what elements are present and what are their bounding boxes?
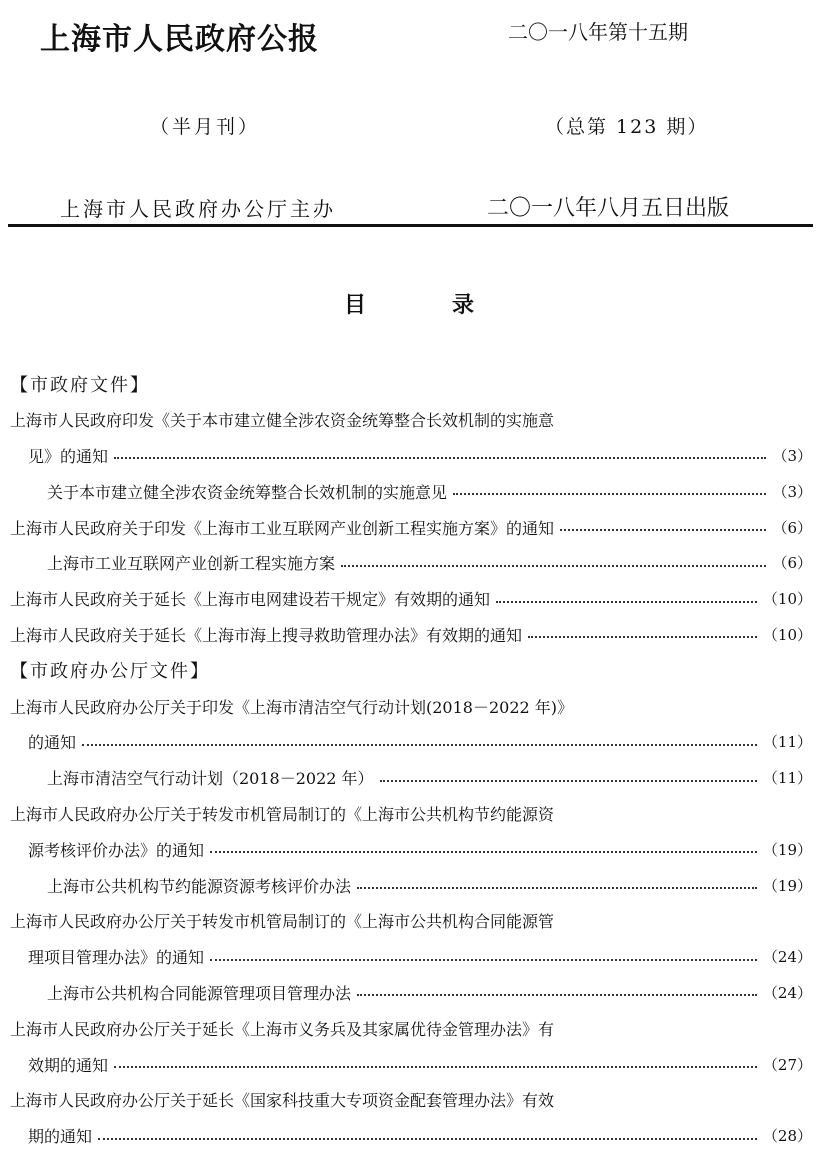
toc-entry[interactable] (10, 831, 812, 867)
toc-entry-text: 上海市人民政府办公厅关于延长《国家科技重大专项资金配套管理办法》有效 (10, 1091, 555, 1111)
dot-leader (82, 734, 757, 746)
page-number: （28） (762, 1127, 812, 1146)
toc-entry[interactable] (10, 581, 812, 617)
page-number: （19） (762, 876, 812, 895)
toc-entry-text: 上海市人民政府办公厅关于转发市机管局制订的《上海市公共机构合同能源管 (10, 912, 555, 932)
table-of-contents (10, 366, 812, 1154)
toc-entry[interactable] (10, 473, 812, 509)
toc-entry[interactable] (10, 438, 812, 474)
toc-entry[interactable] (10, 939, 812, 975)
toc-entry-text: 【市政府办公厅文件】 (10, 661, 210, 683)
toc-entry-text: 上海市人民政府办公厅关于延长《上海市义务兵及其家属优待金管理办法》有 (10, 1019, 555, 1039)
dot-leader (210, 949, 757, 961)
dot-leader (114, 1056, 757, 1068)
dot-leader (341, 555, 766, 567)
toc-section-heading (10, 366, 812, 402)
dot-leader (496, 591, 757, 603)
toc-entry[interactable] (10, 545, 812, 581)
toc-entry-text: 上海市人民政府关于延长《上海市海上搜寻救助管理办法》有效期的通知 (10, 625, 523, 645)
header-divider (8, 224, 813, 227)
toc-entry[interactable] (10, 975, 812, 1011)
toc-entry-text: 的通知 (28, 733, 77, 753)
toc-entry-text: 期的通知 (28, 1127, 93, 1147)
dot-leader (357, 984, 757, 996)
toc-entry-text: 效期的通知 (28, 1055, 109, 1075)
toc-entry-line (10, 796, 812, 832)
dot-leader (528, 626, 757, 638)
toc-entry-text: 上海市公共机构合同能源管理项目管理办法 (47, 983, 352, 1003)
toc-entry[interactable] (10, 1118, 812, 1154)
toc-entry-line (10, 903, 812, 939)
toc-entry-text: 上海市清洁空气行动计划（2018－2022 年） (47, 769, 374, 789)
toc-entry-text: 上海市人民政府关于延长《上海市电网建设若干规定》有效期的通知 (10, 590, 491, 610)
dot-leader (114, 447, 766, 459)
toc-entry[interactable] (10, 724, 812, 760)
toc-entry-line (10, 688, 812, 724)
total-issue-number: （总第 123 期） (545, 116, 709, 138)
toc-entry-text: 关于本市建立健全涉农资金统筹整合长效机制的实施意见 (47, 482, 448, 502)
dot-leader (453, 483, 766, 495)
page-number: （10） (762, 625, 812, 644)
page-number: （3） (772, 482, 812, 501)
toc-entry-line (10, 1082, 812, 1118)
toc-entry[interactable] (10, 760, 812, 796)
toc-entry-text: 上海市公共机构节约能源资源考核评价办法 (47, 876, 352, 896)
sponsor: 上海市人民政府办公厅主办 (60, 197, 336, 221)
page-number: （19） (762, 840, 812, 859)
toc-entry-text: 见》的通知 (28, 446, 109, 466)
page-number: （10） (762, 590, 812, 609)
dot-leader (560, 519, 766, 531)
page-number: （6） (772, 554, 812, 573)
toc-entry-line (10, 1010, 812, 1046)
page-number: （11） (762, 769, 812, 788)
issue-number: 二〇一八年第十五期 (508, 20, 688, 44)
toc-entry[interactable] (10, 867, 812, 903)
toc-entry[interactable] (10, 617, 812, 653)
toc-entry-line (10, 402, 812, 438)
dot-leader (210, 841, 757, 853)
page-number: （6） (772, 518, 812, 537)
dot-leader (380, 770, 757, 782)
gazette-title: 上海市人民政府公报 (40, 22, 319, 57)
page-number: （3） (772, 446, 812, 465)
dot-leader (98, 1128, 757, 1140)
toc-entry-text: 上海市人民政府印发《关于本市建立健全涉农资金统筹整合长效机制的实施意 (10, 411, 555, 431)
publication-frequency: （半月刊） (150, 116, 261, 138)
toc-entry-text: 上海市人民政府办公厅关于转发市机管局制订的《上海市公共机构节约能源资 (10, 804, 555, 824)
page-number: （24） (762, 983, 812, 1002)
publish-date: 二〇一八年八月五日出版 (487, 196, 730, 221)
toc-entry-text: 【市政府文件】 (10, 374, 150, 396)
toc-section-heading (10, 652, 812, 688)
page-number: （27） (762, 1055, 812, 1074)
toc-entry[interactable] (10, 509, 812, 545)
dot-leader (357, 877, 757, 889)
toc-title: 目录 (344, 292, 561, 318)
toc-entry-text: 上海市人民政府办公厅关于印发《上海市清洁空气行动计划(2018－2022 年)》 (10, 697, 574, 717)
toc-entry-text: 上海市工业互联网产业创新工程实施方案 (47, 554, 336, 574)
page-number: （11） (762, 733, 812, 752)
toc-entry-text: 上海市人民政府关于印发《上海市工业互联网产业创新工程实施方案》的通知 (10, 518, 555, 538)
page-number: （24） (762, 948, 812, 967)
toc-entry-text: 理项目管理办法》的通知 (28, 948, 205, 968)
toc-entry[interactable] (10, 1046, 812, 1082)
toc-entry-text: 源考核评价办法》的通知 (28, 840, 205, 860)
